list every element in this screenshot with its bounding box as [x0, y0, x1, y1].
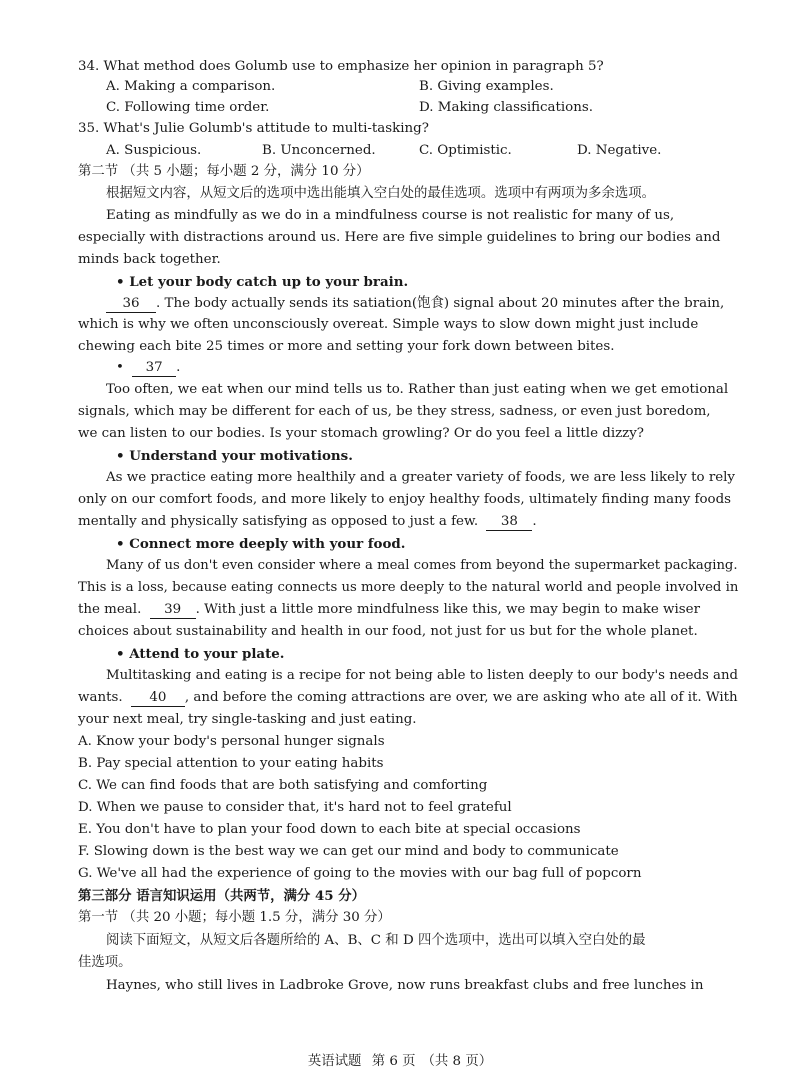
part-3-sub-heading: 第一节 （共 20 小题；每小题 1.5 分，满分 30 分）	[78, 910, 391, 925]
footer-total-pages: （共 8 页）	[421, 1054, 493, 1069]
passage-heading-3: • Understand your motivations.	[116, 448, 353, 464]
passage-intro-line-1: Eating as mindfully as we do in a mindfulness course is not realistic for many of us,	[106, 208, 675, 223]
passage-paragraph-1-line-2: which is why we often unconsciously overeat. Simple ways to slow down might just include	[78, 317, 699, 332]
passage-heading-2	[116, 358, 180, 378]
option-c: C. We can find foods that are both satisfying and comforting	[78, 778, 488, 793]
passage-paragraph-1-line-3: chewing each bite 25 times or more and setting your fork down between bites.	[78, 339, 615, 354]
passage-paragraph-4-line-1: Many of us don't even consider where a meal comes from beyond the supermarket packaging.	[106, 558, 738, 573]
footer-page-number: 第 6 页	[371, 1054, 416, 1069]
blank-39[interactable]: 39	[150, 602, 196, 619]
passage-paragraph-4-line-4: choices about sustainability and health in our food, not just for us but for the whole planet.	[78, 624, 698, 639]
paragraph-3-text: mentally and physically satisfying as opposed to just a few.	[78, 514, 479, 529]
option-a: A. Know your body's personal hunger signals	[78, 734, 385, 749]
heading-2-period: .	[176, 360, 181, 375]
passage-paragraph-3-line-1: As we practice eating more healthily and a greater variety of foods, we are less likely to rely	[106, 470, 736, 485]
paragraph-5-pre: wants.	[78, 690, 123, 705]
question-34-option-c: C. Following time order.	[106, 100, 270, 115]
blank-38[interactable]: 38	[486, 514, 532, 531]
passage-paragraph-2-line-2: signals, which may be different for each of us, be they stress, sadness, or even just boredom,	[78, 404, 711, 419]
passage-paragraph-5-line-3: your next meal, try single-tasking and just eating.	[78, 712, 417, 727]
passage-paragraph-2-line-1: Too often, we eat when our mind tells us to. Rather than just eating when we get emotional	[106, 382, 729, 397]
passage-paragraph-4-line-2: This is a loss, because eating connects us more deeply to the natural world and people involved in	[78, 580, 739, 595]
question-35-stem: 35. What's Julie Golumb's attitude to multi-tasking?	[78, 121, 429, 136]
passage-heading-4: • Connect more deeply with your food.	[116, 536, 406, 552]
question-34-option-a: A. Making a comparison.	[106, 79, 276, 94]
passage-intro-line-2: especially with distractions around us. Here are five simple guidelines to bring our bodies and	[78, 230, 721, 245]
section-2-instruction: 根据短文内容，从短文后的选项中选出能填入空白处的最佳选项。选项中有两项为多余选项。	[106, 186, 656, 201]
passage-heading-5: • Attend to your plate.	[116, 646, 285, 662]
blank-40[interactable]: 40	[131, 690, 185, 707]
passage-paragraph-5-line-1: Multitasking and eating is a recipe for not being able to listen deeply to our body's needs and	[106, 668, 739, 683]
passage-paragraph-4-line-3	[78, 600, 700, 620]
section-2-heading: 第二节 （共 5 小题；每小题 2 分，满分 10 分）	[78, 164, 370, 179]
option-g: G. We've all had the experience of going to the movies with our bag full of popcorn	[78, 866, 642, 881]
footer-subject: 英语试题	[307, 1054, 362, 1069]
passage-paragraph-2-line-3: we can listen to our bodies. Is your stomach growling? Or do you feel a little dizzy?	[78, 426, 644, 441]
part-3-heading: 第三部分 语言知识运用（共两节，满分 45 分）	[78, 888, 366, 904]
part-3-passage-start: Haynes, who still lives in Ladbroke Grove, now runs breakfast clubs and free lunches in	[106, 978, 704, 993]
passage-paragraph-3-line-3	[78, 512, 537, 532]
question-34-option-d: D. Making classifications.	[419, 100, 593, 115]
question-34-option-b: B. Giving examples.	[419, 79, 554, 94]
question-35-option-a: A. Suspicious.	[106, 143, 202, 158]
paragraph-1-text: . The body actually sends its satiation(饱食) signal about 20 minutes after the brain,	[156, 296, 725, 311]
blank-37[interactable]: 37	[132, 360, 176, 377]
passage-paragraph-1-line-1	[106, 294, 724, 314]
passage-intro-line-3: minds back together.	[78, 252, 221, 267]
bullet-mark: •	[116, 360, 124, 375]
option-f: F. Slowing down is the best way we can get our mind and body to communicate	[78, 844, 619, 859]
option-d: D. When we pause to consider that, it's hard not to feel grateful	[78, 800, 512, 815]
passage-paragraph-3-line-2: only on our comfort foods, and more likely to enjoy healthy foods, ultimately finding many foods	[78, 492, 732, 507]
option-b: B. Pay special attention to your eating habits	[78, 756, 384, 771]
page-footer	[0, 1050, 800, 1069]
paragraph-5-post: , and before the coming attractions are over, we are asking who ate all of it. With	[184, 690, 738, 705]
part-3-instruction-line-1: 阅读下面短文，从短文后各题所给的 A、B、C 和 D 四个选项中，选出可以填入空白处的最	[106, 933, 646, 948]
passage-paragraph-5-line-2	[78, 688, 738, 708]
passage-heading-1: • Let your body catch up to your brain.	[116, 274, 409, 290]
paragraph-4-pre: the meal.	[78, 602, 142, 617]
question-35-option-c: C. Optimistic.	[419, 143, 512, 158]
paragraph-3-period: .	[532, 514, 537, 529]
option-e: E. You don't have to plan your food down to each bite at special occasions	[78, 822, 581, 837]
part-3-instruction-line-2: 佳选项。	[78, 955, 132, 970]
blank-36[interactable]: 36	[106, 296, 156, 313]
question-34-stem: 34. What method does Golumb use to emphasize her opinion in paragraph 5?	[78, 59, 604, 74]
question-35-option-d: D. Negative.	[577, 143, 662, 158]
paragraph-4-post: . With just a little more mindfulness like this, we may begin to make wiser	[195, 602, 700, 617]
question-35-option-b: B. Unconcerned.	[262, 143, 376, 158]
